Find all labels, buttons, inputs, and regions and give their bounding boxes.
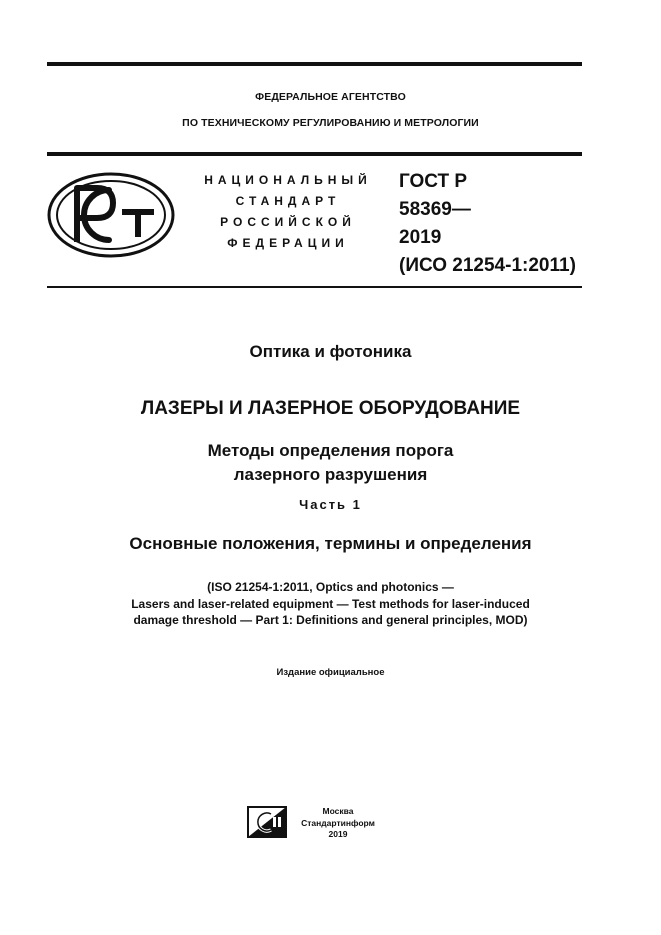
rst-logo: [47, 172, 175, 258]
standard-type-line4: ФЕДЕРАЦИИ: [227, 236, 349, 250]
publisher-block: [296, 806, 380, 841]
agency-name-line1: ФЕДЕРАЛЬНОЕ АГЕНТСТВО: [255, 91, 406, 103]
standard-designation: [399, 168, 576, 280]
agency-name-line2: ПО ТЕХНИЧЕСКОМУ РЕГУЛИРОВАНИЮ И МЕТРОЛОГИИ: [182, 117, 479, 129]
publisher-name: Стандартинформ: [301, 817, 375, 828]
middle-rule: [47, 152, 582, 156]
edition-label: Издание официальное: [276, 667, 385, 678]
bottom-rule: [47, 286, 582, 288]
subtitle: [0, 439, 661, 487]
standard-type-line2: СТАНДАРТ: [235, 194, 341, 208]
top-rule: [47, 62, 582, 66]
field-title: Оптика и фотоника: [249, 342, 412, 361]
standard-type-line3: РОССИЙСКОЙ: [220, 215, 356, 229]
designation-line3: 2019: [399, 227, 442, 248]
designation-line4: (ИСО 21254-1:2011): [399, 255, 576, 276]
designation-line1: ГОСТ Р: [399, 171, 468, 192]
subtitle-line2: лазерного разрушения: [233, 465, 428, 484]
international-reference: [0, 579, 661, 629]
iso-ref-line2: Lasers and laser-related equipment — Test methods for laser-induced: [131, 596, 530, 611]
designation-line2: 58369—: [399, 199, 471, 220]
publisher-year: 2019: [328, 829, 348, 839]
standard-type-line1: НАЦИОНАЛЬНЫЙ: [204, 173, 372, 187]
part-title: Основные положения, термины и определения: [129, 534, 532, 553]
subtitle-line1: Методы определения порога: [207, 441, 454, 460]
main-title: ЛАЗЕРЫ И ЛАЗЕРНОЕ ОБОРУДОВАНИЕ: [140, 398, 521, 419]
standard-type-block: [200, 170, 376, 254]
iso-ref-line1: (ISO 21254-1:2011, Optics and photonics —: [207, 580, 454, 594]
publisher-city: Москва: [322, 806, 354, 816]
part-number: Часть 1: [299, 497, 362, 512]
standartinform-logo: [247, 806, 287, 838]
iso-ref-line3: damage threshold — Part 1: Definitions and general principles, MOD): [133, 613, 528, 627]
